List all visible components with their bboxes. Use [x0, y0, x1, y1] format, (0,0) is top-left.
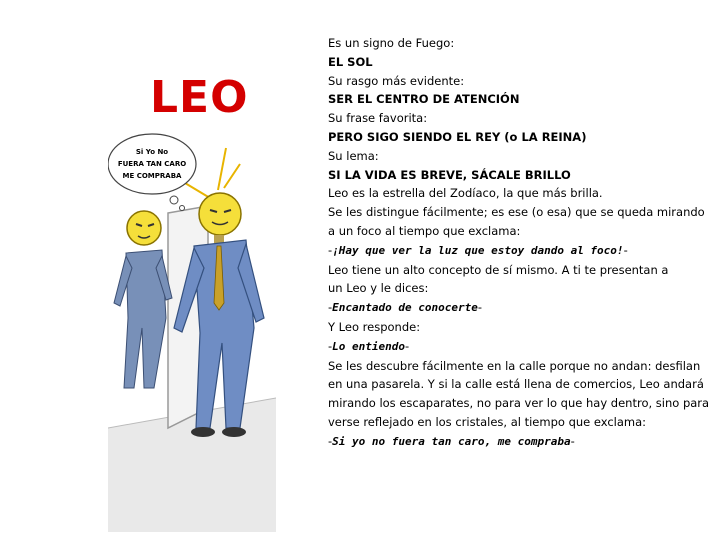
- text-line: SI LA VIDA ES BREVE, SÁCALE BRILLO: [328, 167, 571, 182]
- text-line: PERO SIGO SIENDO EL REY (o LA REINA): [328, 129, 587, 144]
- speech-bubble: [108, 134, 196, 211]
- text-line: a un foco al tiempo que exclama:: [328, 223, 521, 238]
- description-text: [328, 34, 723, 452]
- text-line: SER EL CENTRO DE ATENCIÓN: [328, 92, 520, 107]
- text-line: Su frase favorita:: [328, 111, 428, 126]
- text-line: Su rasgo más evidente:: [328, 73, 465, 88]
- text-line: Se les distingue fácilmente; es ese (o esa) que se queda mirando: [328, 205, 705, 220]
- quote-line: -Si yo no fuera tan caro, me compraba-: [328, 433, 575, 448]
- text-line: Su lema:: [328, 148, 379, 163]
- leo-cartoon-illustration: [108, 128, 276, 532]
- text-line: verse reflejado en los cristales, al tiempo que exclama:: [328, 414, 647, 429]
- text-line: Es un signo de Fuego:: [328, 36, 455, 50]
- text-line: Y Leo responde:: [328, 319, 421, 334]
- text-line: Leo es la estrella del Zodíaco, la que más brilla.: [328, 186, 603, 201]
- text-line: en una pasarela. Y si la calle está llena de comercios, Leo andará: [328, 377, 704, 392]
- speech-bubble-line-2: FUERA TAN CARO: [117, 160, 187, 168]
- page-title: LEO: [150, 72, 249, 123]
- text-line: Leo tiene un alto concepto de sí mismo. A ti te presentan a: [328, 262, 669, 277]
- quote-line: -Encantado de conocerte-: [328, 300, 483, 315]
- speech-bubble-line-3: ME COMPRABA: [122, 172, 182, 180]
- text-line: Se les descubre fácilmente en la calle porque no andan: desfilan: [328, 358, 701, 373]
- text-line: EL SOL: [328, 54, 373, 69]
- quote-line: -Lo entiendo-: [328, 338, 410, 353]
- reflection-figure: [114, 211, 172, 388]
- speech-bubble-line-1: Si Yo No: [135, 148, 169, 156]
- text-line: un Leo y le dices:: [328, 281, 429, 296]
- quote-line: -¡Hay que ver la luz que estoy dando al foco!-: [328, 242, 628, 257]
- text-line: mirando los escaparates, no para ver lo que hay dentro, sino para: [328, 396, 710, 411]
